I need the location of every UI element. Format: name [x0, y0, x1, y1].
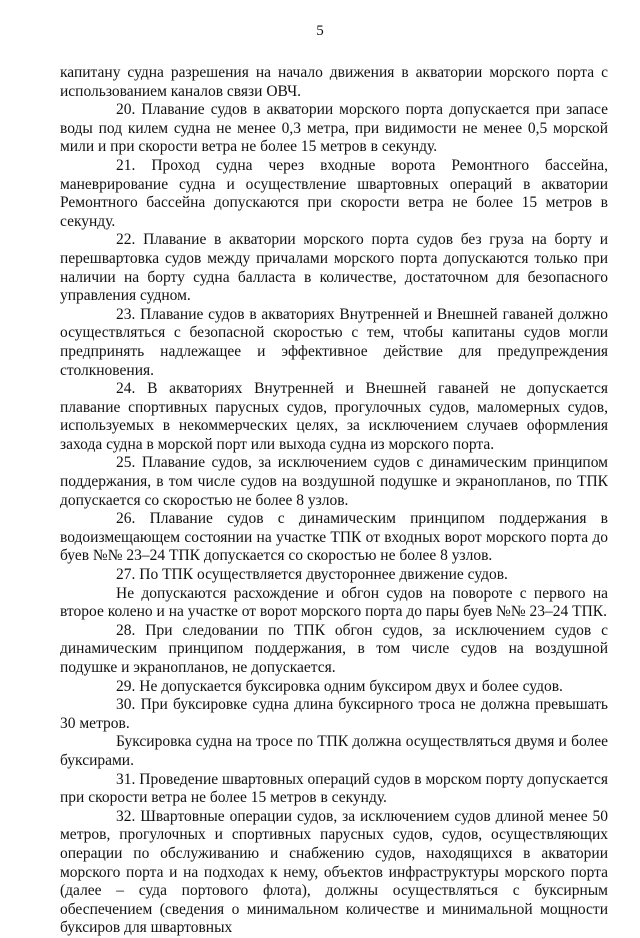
paragraph-23: 23. Плавание судов в акваториях Внутренней и Внешней гаваней должно осуществляться с безопасной скоростью с тем, чтобы капитаны судов могли предпринять надлежащее и эффективное действие для предупреждения столкновения.: [60, 305, 608, 379]
paragraph-25: 25. Плавание судов, за исключением судов с динамическим принципом поддержания, в том числе судов на воздушной подушке и экранопланов, по ТПК допускается со скоростью не более 8 узлов.: [60, 454, 608, 509]
paragraph-26: 26. Плавание судов с динамическим принципом поддержания в водоизмещающем состоянии на участке ТПК от входных ворот морского порта до буев №№ 23–24 ТПК допускается со скоростью не более 8 узлов.: [60, 510, 608, 565]
paragraph: Буксировка судна на тросе по ТПК должна осуществляться двумя и более буксирами.: [60, 733, 608, 769]
paragraph-32: 32. Швартовные операции судов, за исключением судов длиной менее 50 метров, прогулочных и спортивных парусных судов, судов, осуществляющих операции по обслуживанию и снабжению судов, находящихся в акватории морского порта и на подходах к нему, объектов инфраструктуры морского порта (далее – суда портового флота), должны осуществляться с буксирным обеспечением (сведения о минимальном количестве и минимальной мощности буксиров для швартовных: [60, 807, 608, 937]
document-body: [60, 64, 608, 938]
paragraph-20: 20. Плавание судов в акватории морского порта допускается при запасе воды под килем судна не менее 0,3 метра, при видимости не менее 0,5 морской мили и при скорости ветра не более 15 метров в секунду.: [60, 101, 608, 156]
paragraph-31: 31. Проведение швартовных операций судов в морском порту допускается при скорости ветра не более 15 метров в секунду.: [60, 770, 608, 807]
paragraph-24: 24. В акваториях Внутренней и Внешней гаваней не допускается плавание спортивных парусных судов, прогулочных судов, маломерных судов, используемых в некоммерческих целях, за исключением случаев оформления захода судна в морской порт или выхода судна из морского порта.: [60, 380, 608, 453]
paragraph: капитану судна разрешения на начало движения в акватории морского порта с использованием каналов связи ОВЧ.: [60, 64, 608, 100]
paragraph-27: 27. По ТПК осуществляется двустороннее движение судов.: [116, 566, 508, 584]
paragraph-28: 28. При следовании по ТПК обгон судов, за исключением судов с динамическим принципом поддержания, в том числе судов на воздушной подушке и экранопланов, не допускается.: [60, 621, 608, 676]
paragraph-29: 29. Не допускается буксировка одним буксиром двух и более судов.: [116, 677, 563, 695]
paragraph: Не допускаются расхождение и обгон судов на повороте с первого на второе колено и на участке от ворот морского порта до пары буев №№ 23–24 ТПК.: [60, 584, 608, 621]
page-number: 5: [316, 23, 324, 39]
paragraph-30: 30. При буксировке судна длина буксирного троса не должна превышать 30 метров.: [60, 696, 608, 732]
paragraph-22: 22. Плавание в акватории морского порта судов без груза на борту и перешвартовка судов между причалами морского порта допускаются только при наличии на борту судна балласта в количестве, достаточном для безопасного управления судном.: [60, 231, 608, 305]
paragraph-21: 21. Проход судна через входные ворота Ремонтного бассейна, маневрирование судна и осуществление швартовных операций в акватории Ремонтного бассейна допускаются при скорости ветра не более 15 метров в секунду.: [60, 156, 608, 230]
